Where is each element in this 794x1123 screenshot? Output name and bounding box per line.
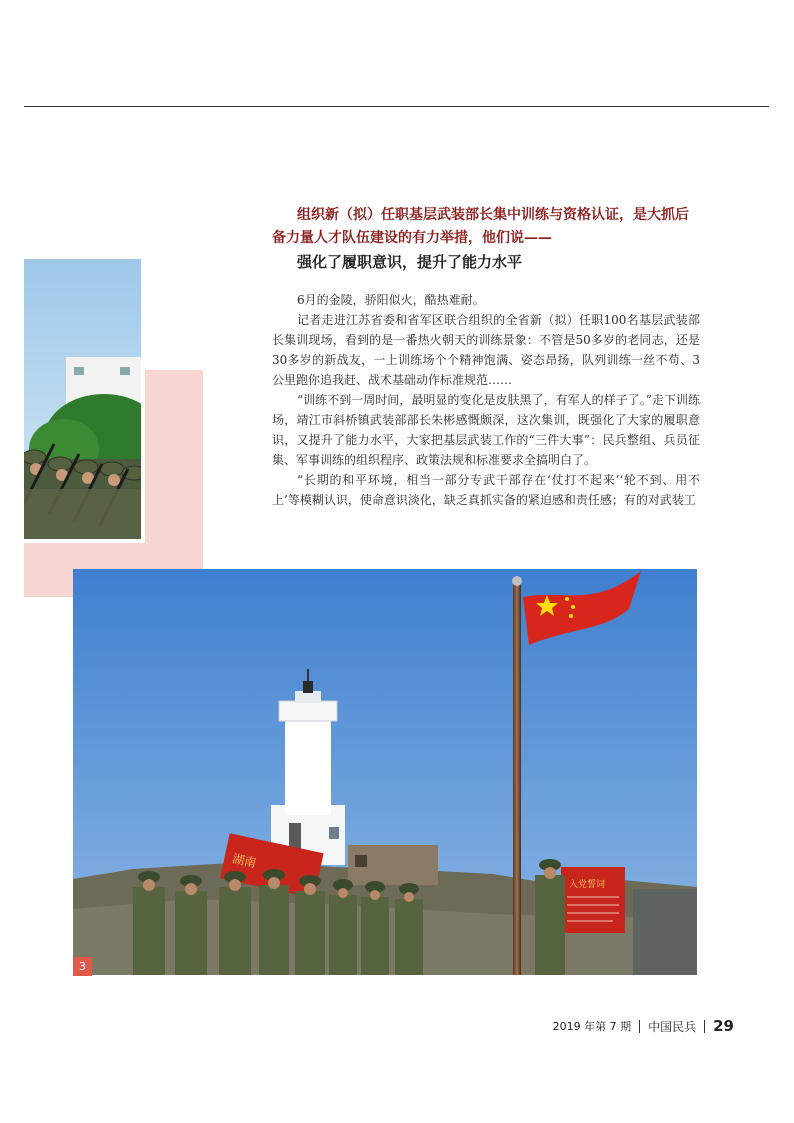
footer-divider [639, 1020, 640, 1033]
lighthouse-oath-photo [73, 569, 697, 975]
article-subhead: 强化了履职意识，提升了能力水平 [297, 253, 523, 271]
issue-label: 2019 年第 7 期 [552, 1020, 632, 1033]
header-rule [24, 106, 769, 107]
article-paragraph: “训练不到一周时间，最明显的变化是皮肤黑了，有军人的样子了。”走下训练场，靖江市斜桥镇武装部部长朱彬感慨颇深，这次集训，既强化了大家的履职意识，又提升了能力水平，大家把基层武装工作的“三件大事”：民兵整组、兵员征集、军事训练的组织程序、政策法规和标准要求全搞明白了。 [272, 393, 700, 467]
article-paragraph: 记者走进江苏省委和省军区联合组织的全省新（拟）任职100名基层武装部长集训现场，看到的是一番热火朝天的训练景象：不管是50多岁的老同志，还是30多岁的新战友，一上训练场个个精神饱满、姿态昂扬，队列训练一丝不苟、3公里跑你追我赶、战术基础动作标准规范…… [272, 313, 700, 387]
article-paragraph: 6月的金陵，骄阳似火，酷热难耐。 [297, 293, 485, 307]
magazine-name: 中国民兵 [648, 1019, 697, 1034]
article-paragraph: “长期的和平环境，相当一部分专武干部存在‘仗打不起来’‘轮不到、用不上’等模糊认识，使命意识淡化，缺乏真抓实备的紧迫感和责任感；有的对武装工 [272, 473, 700, 507]
banner-text: 湖南 [231, 851, 258, 871]
photo-number-badge: 3 [73, 957, 92, 976]
oath-sign-text: 入党誓词 [569, 880, 606, 890]
page-number: 29 [713, 1017, 734, 1035]
page-footer [553, 1016, 734, 1036]
article-body [272, 290, 700, 510]
footer-divider [704, 1020, 705, 1033]
article-lead: 组织新（拟）任职基层武装部长集中训练与资格认证，是大抓后备力量人才队伍建设的有力举措，他们说—— [272, 207, 689, 246]
soldiers-training-photo [24, 259, 145, 543]
